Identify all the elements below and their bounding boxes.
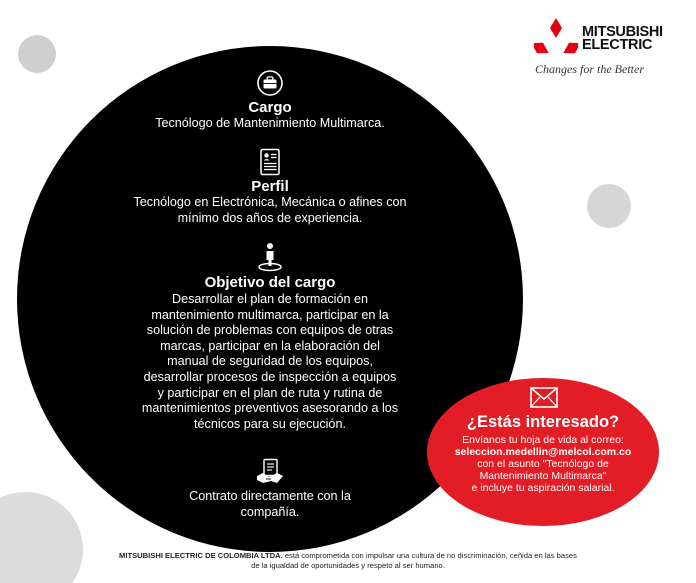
decorative-circle-bottom-left	[0, 492, 83, 583]
interesado-message	[437, 434, 649, 494]
decorative-circle-top-left	[18, 35, 56, 73]
footer-line1	[80, 551, 616, 561]
logo-brand-line1: MITSUBISHI	[582, 24, 663, 40]
resume-icon	[258, 148, 282, 176]
interesado-email-link[interactable]: seleccion.medellin@melcol.com.co	[454, 446, 632, 458]
perfil-title: Perfil	[251, 178, 289, 195]
contrato-text: Contrato directamente con la compañía.	[189, 489, 351, 519]
footer-company: MITSUBISHI ELECTRIC DE COLOMBIA LTDA.	[119, 551, 283, 560]
interesado-title: ¿Estás interesado?	[466, 413, 620, 431]
three-diamonds-logo-icon	[534, 18, 578, 58]
person-target-icon	[256, 242, 284, 272]
envelope-icon	[530, 387, 558, 409]
contrato-section	[90, 458, 450, 520]
interesado-line4: Mantenimiento Multimarca"	[479, 470, 607, 482]
objetivo-title: Objetivo del cargo	[204, 274, 336, 291]
perfil-text-line2: mínimo dos años de experiencia.	[177, 210, 363, 225]
footer-text-part1: está comprometida con impulsar una cultura de no discriminación, ceñida en las bases	[282, 551, 577, 560]
logo-brand-line2: ELECTRIC	[582, 37, 653, 53]
interesado-circle	[427, 378, 659, 526]
perfil-text-line1: Tecnólogo en Electrónica, Mecánica o afines con	[133, 195, 407, 209]
briefcase-icon	[257, 70, 283, 96]
cargo-section	[90, 70, 450, 132]
objetivo-text: Desarrollar el plan de formación en mantenimiento multimarca, participar en la solución de problemas con equipos de otras marcas, participar en la elaboración del manual de seguridad de los equipos, desarrollar procesos de inspección a equipos y participar en el plan de ruta y rutina de mantenimientos preventivos asesorando a los técnicos para su ejecución.	[141, 292, 399, 431]
cargo-title: Cargo	[248, 99, 292, 116]
logo-tagline: Changes for the Better	[535, 62, 644, 76]
objetivo-section	[90, 242, 450, 432]
decorative-circle-right	[587, 184, 631, 228]
logo-brand-text	[582, 26, 663, 52]
footer-disclaimer	[80, 551, 616, 571]
mitsubishi-electric-logo	[534, 16, 690, 80]
interesado-line1: Envíanos tu hoja de vida al correo:	[462, 434, 624, 446]
cargo-text: Tecnólogo de Mantenimiento Multimarca.	[155, 116, 385, 130]
perfil-section	[90, 148, 450, 226]
interesado-line5: e incluye tu aspiración salarial.	[471, 482, 615, 494]
interesado-line3: con el asunto "Tecnólogo de	[477, 458, 609, 470]
handshake-contract-icon	[255, 458, 285, 486]
footer-text-part2: de la igualdad de oportunidades y respeto al ser humano.	[251, 561, 445, 570]
